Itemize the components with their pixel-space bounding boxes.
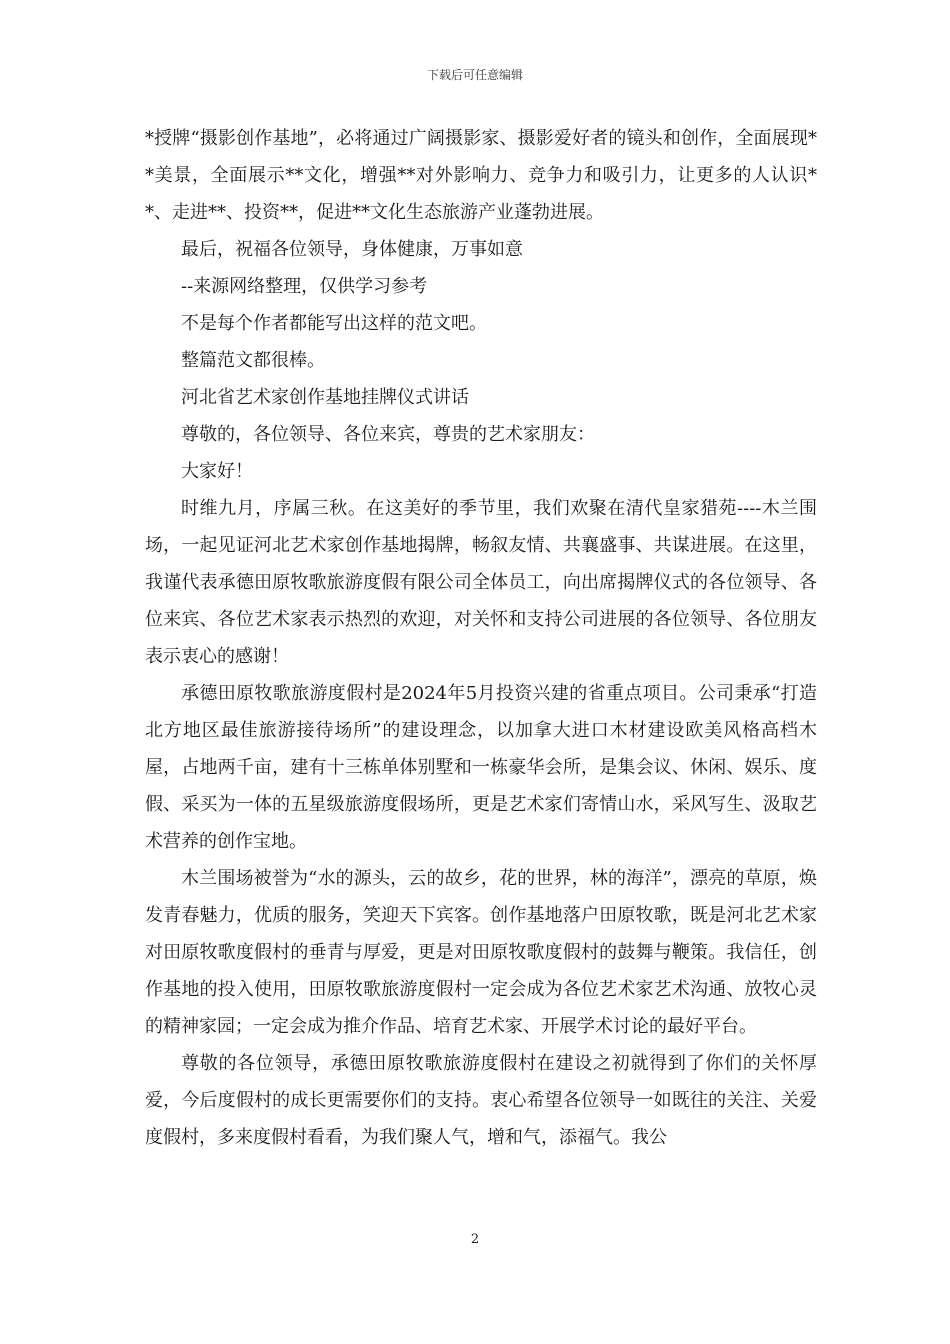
- speech-paragraph-mulan-weichang: 木兰围场被誉为“水的源头，云的故乡，花的世界，林的海洋”，漂亮的草原，焕发青春魅力，优质的服务，笑迎天下宾客。创作基地落户田原牧歌，既是河北艺术家对田原牧歌度假村的垂青与厚爱，更是对田原牧歌度假村的鼓舞与鞭策。我信任，创作基地的投入使用，田原牧歌旅游度假村一定会成为各位艺术家艺术沟通、放牧心灵的精神家园；一定会成为推介作品、培育艺术家、开展学术讨论的最好平台。: [145, 868, 817, 1037]
- page-header: 下载后可任意编辑: [426, 68, 523, 82]
- paragraph-comment-1: 不是每个作者都能写出这样的范文吧。: [181, 313, 487, 334]
- speech-salutation: 尊敬的，各位领导、各位来宾，尊贵的艺术家朋友：: [181, 424, 595, 445]
- paragraph-comment-2: 整篇范文都很棒。: [181, 350, 325, 371]
- speech-paragraph-support-request: 尊敬的各位领导，承德田原牧歌旅游度假村在建设之初就得到了你们的关怀厚爱，今后度假村的成长更需要你们的支持。衷心希望各位领导一如既往的关注、关爱度假村，多来度假村看看，为我们聚人气，增和气，添福气。我公: [145, 1053, 817, 1148]
- speech-greeting: 大家好！: [181, 461, 253, 482]
- paragraph-continuation: *授牌“摄影创作基地”，必将通过广阔摄影家、摄影爱好者的镜头和创作，全面展现**美景，全面展示**文化，增强**对外影响力、竞争力和吸引力，让更多的人认识**、走进**、投资**，促进**文化生态旅游产业蓬勃进展。: [145, 128, 817, 223]
- paragraph-closing-wish: 最后，祝福各位领导，身体健康，万事如意: [181, 239, 523, 260]
- page-number: 2: [470, 1232, 480, 1247]
- document-body: [145, 120, 817, 1156]
- speech-paragraph-welcome: 时维九月，序属三秋。在这美好的季节里，我们欢聚在清代皇家猎苑----木兰围场，一起见证河北艺术家创作基地揭牌，畅叙友情、共襄盛事、共谋进展。在这里，我谨代表承德田原牧歌旅游度假有限公司全体员工，向出席揭牌仪式的各位领导、各位来宾、各位艺术家表示热烈的欢迎，对关怀和支持公司进展的各位领导、各位朋友表示衷心的感谢！: [145, 498, 817, 667]
- paragraph-source-note: --来源网络整理，仅供学习参考: [181, 276, 428, 297]
- speech-title: 河北省艺术家创作基地挂牌仪式讲话: [181, 387, 469, 408]
- speech-paragraph-resort-intro: 承德田原牧歌旅游度假村是2024年5月投资兴建的省重点项目。公司秉承“打造北方地区最佳旅游接待场所”的建设理念，以加拿大进口木材建设欧美风格高档木屋，占地两千亩，建有十三栋单体别墅和一栋豪华会所，是集会议、休闲、娱乐、度假、采买为一体的五星级旅游度假场所，更是艺术家们寄情山水，采风写生、汲取艺术营养的创作宝地。: [145, 683, 817, 852]
